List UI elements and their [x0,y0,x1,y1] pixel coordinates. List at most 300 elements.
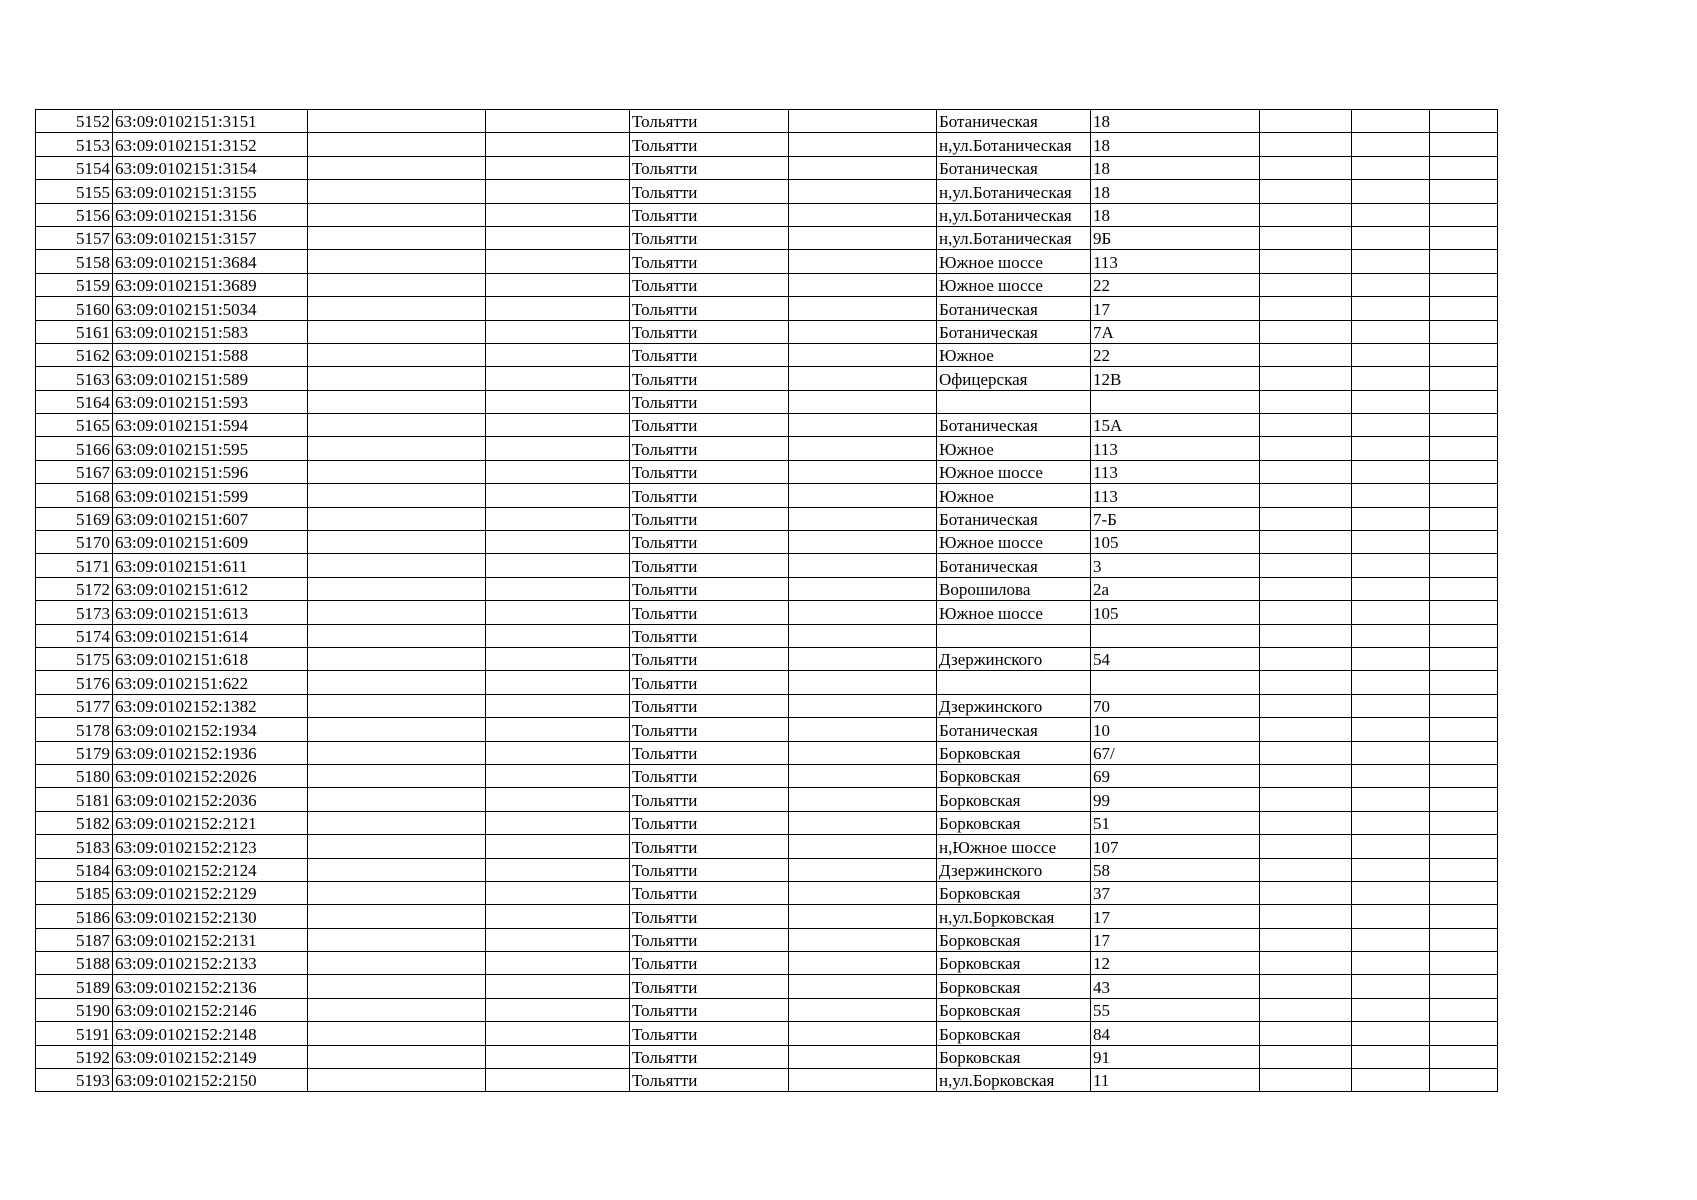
empty-cell [1352,320,1430,343]
empty-cell [1352,1045,1430,1068]
row-number: 5186 [36,905,113,928]
empty-cell [486,601,630,624]
empty-cell [1260,881,1352,904]
empty-cell [1352,390,1430,413]
city-cell: Тольятти [630,273,789,296]
table-row [36,577,1583,600]
empty-cell [486,531,630,554]
empty-cell [789,437,937,460]
city-cell: Тольятти [630,156,789,179]
street-cell: Дзержинского [937,647,1091,670]
table-row [36,484,1583,507]
street-cell: Южное шоссе [937,460,1091,483]
house-number-cell [1091,390,1260,413]
cadastral-number: 63:09:0102151:583 [113,320,308,343]
table-row [36,858,1583,881]
empty-cell [1260,998,1352,1021]
empty-cell [1430,1045,1498,1068]
empty-cell [789,484,937,507]
empty-cell [1260,250,1352,273]
empty-cell [789,414,937,437]
cadastral-number: 63:09:0102152:2148 [113,1022,308,1045]
row-number: 5173 [36,601,113,624]
house-number-cell: 113 [1091,437,1260,460]
empty-cell [486,250,630,273]
street-cell: Борковская [937,1022,1091,1045]
street-cell [937,671,1091,694]
street-cell: н,ул.Ботаническая [937,133,1091,156]
cadastral-number: 63:09:0102152:2129 [113,881,308,904]
street-cell: Южное шоссе [937,531,1091,554]
empty-cell [308,952,486,975]
street-cell: н,Южное шоссе [937,835,1091,858]
row-number: 5170 [36,531,113,554]
empty-cell [1260,764,1352,787]
row-number: 5188 [36,952,113,975]
empty-cell [1430,250,1498,273]
empty-cell [1260,133,1352,156]
registry-body [36,110,1583,1092]
street-cell: Борковская [937,1045,1091,1068]
empty-cell [486,928,630,951]
empty-cell [789,180,937,203]
empty-cell [789,671,937,694]
empty-cell [1430,484,1498,507]
row-number: 5165 [36,414,113,437]
row-number: 5169 [36,507,113,530]
table-row [36,554,1583,577]
row-number: 5157 [36,226,113,249]
empty-cell [486,554,630,577]
empty-cell [1260,507,1352,530]
empty-cell [486,460,630,483]
house-number-cell: 12 [1091,952,1260,975]
cadastral-number: 63:09:0102151:5034 [113,297,308,320]
cadastral-number: 63:09:0102151:3157 [113,226,308,249]
empty-cell [308,718,486,741]
street-cell: н,ул.Ботаническая [937,226,1091,249]
empty-cell [1352,928,1430,951]
house-number-cell: 70 [1091,694,1260,717]
row-number: 5158 [36,250,113,273]
house-number-cell: 18 [1091,203,1260,226]
cadastral-number: 63:09:0102151:3151 [113,110,308,133]
cadastral-number: 63:09:0102151:596 [113,460,308,483]
house-number-cell: 18 [1091,110,1260,133]
table-row [36,1045,1583,1068]
street-cell: Борковская [937,788,1091,811]
table-row [36,531,1583,554]
house-number-cell: 10 [1091,718,1260,741]
empty-cell [789,226,937,249]
house-number-cell: 2а [1091,577,1260,600]
empty-cell [1352,671,1430,694]
empty-cell [486,273,630,296]
cadastral-number: 63:09:0102151:3156 [113,203,308,226]
street-cell: Ботаническая [937,414,1091,437]
row-number: 5182 [36,811,113,834]
empty-cell [1260,414,1352,437]
empty-cell [308,180,486,203]
empty-cell [789,788,937,811]
empty-cell [1430,367,1498,390]
empty-cell [486,764,630,787]
empty-cell [308,811,486,834]
empty-cell [1352,577,1430,600]
property-registry-table [35,109,1583,1092]
house-number-cell: 55 [1091,998,1260,1021]
house-number-cell: 17 [1091,928,1260,951]
empty-cell [1260,226,1352,249]
house-number-cell: 11 [1091,1069,1260,1092]
row-number: 5191 [36,1022,113,1045]
empty-cell [1430,531,1498,554]
empty-cell [1430,881,1498,904]
row-number: 5164 [36,390,113,413]
city-cell: Тольятти [630,764,789,787]
empty-cell [1430,624,1498,647]
street-cell: Борковская [937,881,1091,904]
empty-cell [486,858,630,881]
empty-cell [486,156,630,179]
empty-cell [486,203,630,226]
table-row [36,601,1583,624]
empty-cell [308,764,486,787]
empty-cell [308,975,486,998]
row-number: 5190 [36,998,113,1021]
table-row [36,133,1583,156]
empty-cell [308,694,486,717]
row-number: 5155 [36,180,113,203]
empty-cell [1352,975,1430,998]
empty-cell [486,367,630,390]
city-cell: Тольятти [630,694,789,717]
empty-cell [789,577,937,600]
city-cell: Тольятти [630,180,789,203]
empty-cell [1260,273,1352,296]
empty-cell [308,414,486,437]
empty-cell [1430,601,1498,624]
empty-cell [308,671,486,694]
row-number: 5172 [36,577,113,600]
row-number: 5177 [36,694,113,717]
empty-cell [789,835,937,858]
row-number: 5162 [36,343,113,366]
empty-cell [308,858,486,881]
row-number: 5187 [36,928,113,951]
empty-cell [486,741,630,764]
empty-cell [1352,460,1430,483]
empty-cell [308,110,486,133]
empty-cell [789,156,937,179]
empty-cell [1430,928,1498,951]
city-cell: Тольятти [630,250,789,273]
house-number-cell: 67/ [1091,741,1260,764]
cadastral-number: 63:09:0102152:2136 [113,975,308,998]
row-number: 5184 [36,858,113,881]
empty-cell [1352,811,1430,834]
empty-cell [486,343,630,366]
empty-cell [308,835,486,858]
house-number-cell: 22 [1091,273,1260,296]
city-cell: Тольятти [630,133,789,156]
cadastral-number: 63:09:0102151:593 [113,390,308,413]
empty-cell [789,390,937,413]
cadastral-number: 63:09:0102152:1382 [113,694,308,717]
house-number-cell: 17 [1091,297,1260,320]
table-row [36,741,1583,764]
cadastral-number: 63:09:0102152:1934 [113,718,308,741]
row-number: 5180 [36,764,113,787]
city-cell: Тольятти [630,414,789,437]
empty-cell [1260,577,1352,600]
cadastral-number: 63:09:0102151:594 [113,414,308,437]
table-row [36,110,1583,133]
table-row [36,250,1583,273]
cadastral-number: 63:09:0102152:2146 [113,998,308,1021]
empty-cell [1430,647,1498,670]
empty-cell [789,601,937,624]
empty-cell [1260,952,1352,975]
empty-cell [486,226,630,249]
empty-cell [1260,741,1352,764]
city-cell: Тольятти [630,320,789,343]
empty-cell [486,624,630,647]
empty-cell [789,460,937,483]
city-cell: Тольятти [630,881,789,904]
empty-cell [308,554,486,577]
city-cell: Тольятти [630,975,789,998]
city-cell: Тольятти [630,390,789,413]
empty-cell [1430,320,1498,343]
empty-cell [1260,811,1352,834]
empty-cell [486,998,630,1021]
empty-cell [486,414,630,437]
row-number: 5189 [36,975,113,998]
row-number: 5183 [36,835,113,858]
cadastral-number: 63:09:0102151:595 [113,437,308,460]
empty-cell [1352,133,1430,156]
city-cell: Тольятти [630,788,789,811]
empty-cell [1352,741,1430,764]
street-cell [937,624,1091,647]
street-cell: Ботаническая [937,110,1091,133]
cadastral-number: 63:09:0102152:2124 [113,858,308,881]
empty-cell [1430,273,1498,296]
street-cell [937,390,1091,413]
table-row [36,788,1583,811]
table-row [36,998,1583,1021]
empty-cell [308,133,486,156]
row-number: 5161 [36,320,113,343]
empty-cell [1352,601,1430,624]
empty-cell [789,952,937,975]
empty-cell [1430,460,1498,483]
empty-cell [308,203,486,226]
empty-cell [1430,811,1498,834]
house-number-cell: 18 [1091,180,1260,203]
city-cell: Тольятти [630,554,789,577]
empty-cell [1430,975,1498,998]
cadastral-number: 63:09:0102151:612 [113,577,308,600]
cadastral-number: 63:09:0102151:599 [113,484,308,507]
empty-cell [1260,905,1352,928]
city-cell: Тольятти [630,1022,789,1045]
cadastral-number: 63:09:0102152:2133 [113,952,308,975]
street-cell: н,ул.Борковская [937,905,1091,928]
empty-cell [486,180,630,203]
street-cell: Ботаническая [937,507,1091,530]
empty-cell [308,460,486,483]
city-cell: Тольятти [630,577,789,600]
empty-cell [486,975,630,998]
table-row [36,928,1583,951]
street-cell: Ботаническая [937,297,1091,320]
empty-cell [486,507,630,530]
empty-cell [1352,718,1430,741]
row-number: 5175 [36,647,113,670]
row-number: 5167 [36,460,113,483]
empty-cell [1260,1022,1352,1045]
empty-cell [1430,133,1498,156]
cadastral-number: 63:09:0102151:3154 [113,156,308,179]
city-cell: Тольятти [630,905,789,928]
empty-cell [1260,1045,1352,1068]
street-cell: Борковская [937,998,1091,1021]
street-cell: Дзержинского [937,858,1091,881]
empty-cell [1260,367,1352,390]
empty-cell [486,671,630,694]
empty-cell [1260,835,1352,858]
empty-cell [486,952,630,975]
cadastral-number: 63:09:0102151:3689 [113,273,308,296]
city-cell: Тольятти [630,671,789,694]
row-number: 5178 [36,718,113,741]
row-number: 5179 [36,741,113,764]
house-number-cell: 54 [1091,647,1260,670]
cadastral-number: 63:09:0102151:622 [113,671,308,694]
empty-cell [789,367,937,390]
empty-cell [1260,694,1352,717]
empty-cell [1260,156,1352,179]
empty-cell [1430,1022,1498,1045]
empty-cell [1430,437,1498,460]
cadastral-number: 63:09:0102151:609 [113,531,308,554]
table-row [36,975,1583,998]
city-cell: Тольятти [630,624,789,647]
row-number: 5160 [36,297,113,320]
city-cell: Тольятти [630,835,789,858]
empty-cell [1430,203,1498,226]
empty-cell [1260,554,1352,577]
street-cell: Ботаническая [937,320,1091,343]
empty-cell [1430,226,1498,249]
house-number-cell: 51 [1091,811,1260,834]
empty-cell [308,343,486,366]
empty-cell [486,1069,630,1092]
house-number-cell: 113 [1091,460,1260,483]
empty-cell [486,297,630,320]
empty-cell [1352,507,1430,530]
empty-cell [1430,718,1498,741]
table-row [36,647,1583,670]
empty-cell [308,531,486,554]
empty-cell [308,905,486,928]
empty-cell [486,881,630,904]
empty-cell [1430,694,1498,717]
row-number: 5156 [36,203,113,226]
row-number: 5168 [36,484,113,507]
empty-cell [308,624,486,647]
row-number: 5154 [36,156,113,179]
cadastral-number: 63:09:0102152:2130 [113,905,308,928]
empty-cell [1352,788,1430,811]
empty-cell [1260,601,1352,624]
row-number: 5174 [36,624,113,647]
street-cell: н,ул.Борковская [937,1069,1091,1092]
empty-cell [1352,694,1430,717]
city-cell: Тольятти [630,531,789,554]
city-cell: Тольятти [630,297,789,320]
table-row [36,694,1583,717]
empty-cell [789,905,937,928]
city-cell: Тольятти [630,343,789,366]
empty-cell [308,320,486,343]
house-number-cell: 9Б [1091,226,1260,249]
empty-cell [1260,390,1352,413]
empty-cell [486,1045,630,1068]
empty-cell [1352,203,1430,226]
empty-cell [789,764,937,787]
empty-cell [308,1022,486,1045]
table-row [36,390,1583,413]
street-cell: Южное шоссе [937,250,1091,273]
table-row [36,273,1583,296]
city-cell: Тольятти [630,647,789,670]
empty-cell [486,133,630,156]
empty-cell [789,297,937,320]
table-row [36,460,1583,483]
empty-cell [1430,507,1498,530]
empty-cell [789,811,937,834]
empty-cell [308,484,486,507]
empty-cell [1430,952,1498,975]
row-number: 5193 [36,1069,113,1092]
house-number-cell: 12В [1091,367,1260,390]
empty-cell [789,1069,937,1092]
row-number: 5192 [36,1045,113,1068]
empty-cell [1260,928,1352,951]
city-cell: Тольятти [630,811,789,834]
table-row [36,1069,1583,1092]
empty-cell [486,110,630,133]
empty-cell [1352,250,1430,273]
empty-cell [1260,110,1352,133]
empty-cell [1352,180,1430,203]
empty-cell [1260,858,1352,881]
empty-cell [789,881,937,904]
empty-cell [308,437,486,460]
empty-cell [1352,647,1430,670]
street-cell: н,ул.Ботаническая [937,180,1091,203]
table-row [36,156,1583,179]
street-cell: Офицерская [937,367,1091,390]
empty-cell [308,788,486,811]
table-row [36,437,1583,460]
empty-cell [308,507,486,530]
table-row [36,952,1583,975]
house-number-cell [1091,671,1260,694]
